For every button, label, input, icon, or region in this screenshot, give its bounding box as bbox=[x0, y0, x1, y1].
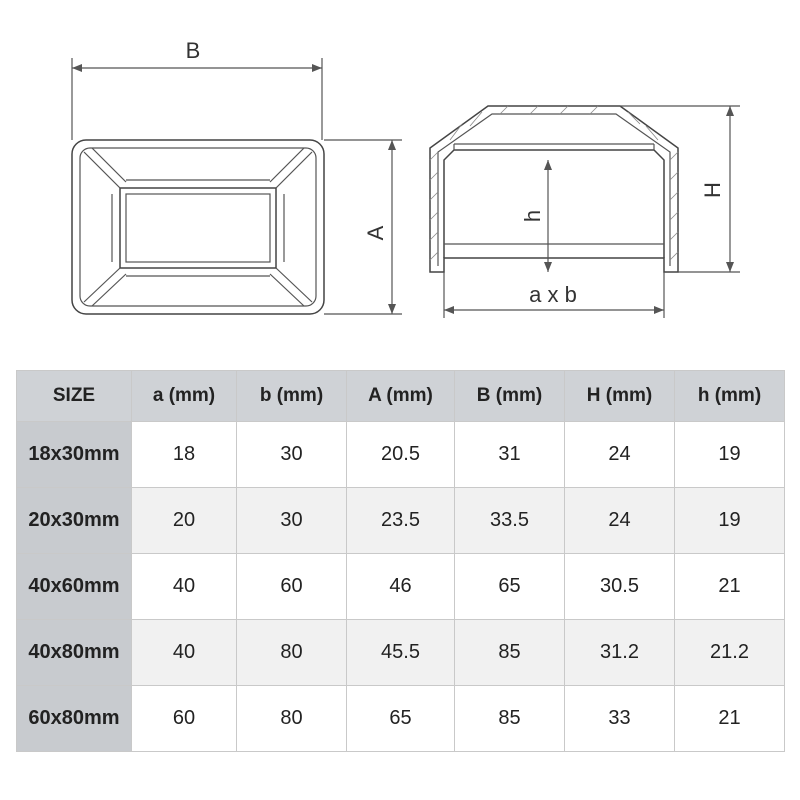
table-cell: 85 bbox=[455, 620, 565, 686]
table-cell: 80 bbox=[237, 620, 347, 686]
table-cell: 30 bbox=[237, 488, 347, 554]
table-cell: 65 bbox=[347, 686, 455, 752]
header-H: H (mm) bbox=[565, 371, 675, 422]
table-cell: 45.5 bbox=[347, 620, 455, 686]
table-cell: 30 bbox=[237, 422, 347, 488]
table-cell: 21 bbox=[675, 554, 785, 620]
table-cell: 19 bbox=[675, 422, 785, 488]
table-cell: 60 bbox=[132, 686, 237, 752]
header-a: a (mm) bbox=[132, 371, 237, 422]
table-cell: 23.5 bbox=[347, 488, 455, 554]
table-cell: 21 bbox=[675, 686, 785, 752]
table-header-row bbox=[17, 371, 785, 422]
header-B: B (mm) bbox=[455, 371, 565, 422]
header-size: SIZE bbox=[17, 371, 132, 422]
table-row bbox=[17, 554, 785, 620]
table-cell: 40 bbox=[132, 620, 237, 686]
dim-label-axb: a x b bbox=[529, 282, 577, 307]
dim-label-B: B bbox=[185, 38, 201, 63]
side-view bbox=[430, 106, 740, 318]
table-cell: 60 bbox=[237, 554, 347, 620]
table-cell: 21.2 bbox=[675, 620, 785, 686]
table-cell: 33.5 bbox=[455, 488, 565, 554]
size-cell: 40x80mm bbox=[17, 620, 132, 686]
table-row bbox=[17, 488, 785, 554]
table-cell: 24 bbox=[565, 422, 675, 488]
table-cell: 65 bbox=[455, 554, 565, 620]
dim-label-h: h bbox=[520, 209, 545, 223]
header-b: b (mm) bbox=[237, 371, 347, 422]
dim-label-H: H bbox=[700, 182, 725, 198]
header-A: A (mm) bbox=[347, 371, 455, 422]
size-cell: 60x80mm bbox=[17, 686, 132, 752]
table-row bbox=[17, 620, 785, 686]
table-cell: 40 bbox=[132, 554, 237, 620]
table-cell: 19 bbox=[675, 488, 785, 554]
table-cell: 18 bbox=[132, 422, 237, 488]
size-cell: 40x60mm bbox=[17, 554, 132, 620]
table-cell: 33 bbox=[565, 686, 675, 752]
table-row bbox=[17, 422, 785, 488]
size-cell: 18x30mm bbox=[17, 422, 132, 488]
table-cell: 20.5 bbox=[347, 422, 455, 488]
top-view bbox=[72, 38, 402, 314]
table-cell: 24 bbox=[565, 488, 675, 554]
table-cell: 30.5 bbox=[565, 554, 675, 620]
table-cell: 85 bbox=[455, 686, 565, 752]
size-cell: 20x30mm bbox=[17, 488, 132, 554]
table-cell: 20 bbox=[132, 488, 237, 554]
header-h: h (mm) bbox=[675, 371, 785, 422]
table-cell: 31 bbox=[455, 422, 565, 488]
table-cell: 31.2 bbox=[565, 620, 675, 686]
table-cell: 46 bbox=[347, 554, 455, 620]
technical-drawing bbox=[0, 0, 800, 350]
table-cell: 80 bbox=[237, 686, 347, 752]
dim-label-A: A bbox=[363, 225, 388, 241]
size-spec-table bbox=[16, 370, 785, 752]
table-row bbox=[17, 686, 785, 752]
